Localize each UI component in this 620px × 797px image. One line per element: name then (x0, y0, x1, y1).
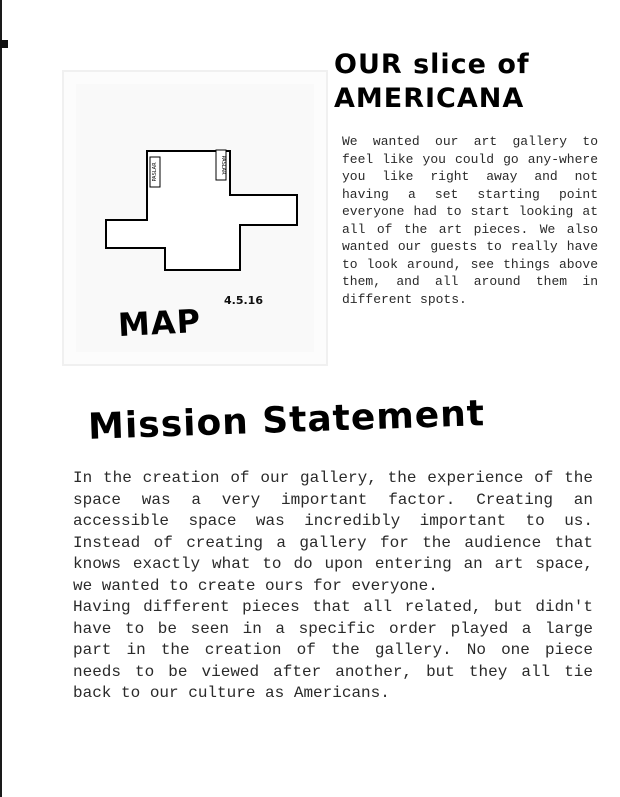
map-date: 4.5.16 (224, 294, 263, 307)
map-label: MAP (117, 301, 202, 345)
right-sign-label: PASLAR (220, 155, 226, 175)
title-line-1: OUR slice of (334, 49, 530, 80)
floor-plan-outline (106, 151, 297, 270)
mission-paragraph-1: In the creation of our gallery, the experience of the space was a very important factor. Creating an accessible space was incredibly important to us. Instead of creating a gallery for the audience that knows exactly what to do upon entering an art space, we wanted to create ours for everyone. (73, 469, 593, 595)
intro-paragraph: We wanted our art gallery to feel like you could go any-where you like right away and not having a set starting point everyone had to start looking at all of the art pieces. We also wanted our guests to really have to look around, see things above them, and all around them in different spots. (342, 134, 598, 307)
mission-body (73, 468, 593, 705)
title-line-2: AMERICANA (334, 83, 525, 114)
mission-title: Mission Statement (87, 393, 486, 448)
mission-paragraph-2: Having different pieces that all related, but didn't have to be seen in a specific order played a large part in the creation of the gallery. No one piece needs to be viewed after another, but they all tie back to our culture as Americans. (73, 598, 593, 702)
page-title (334, 48, 594, 116)
left-sign-label: PASLAR (152, 162, 158, 182)
